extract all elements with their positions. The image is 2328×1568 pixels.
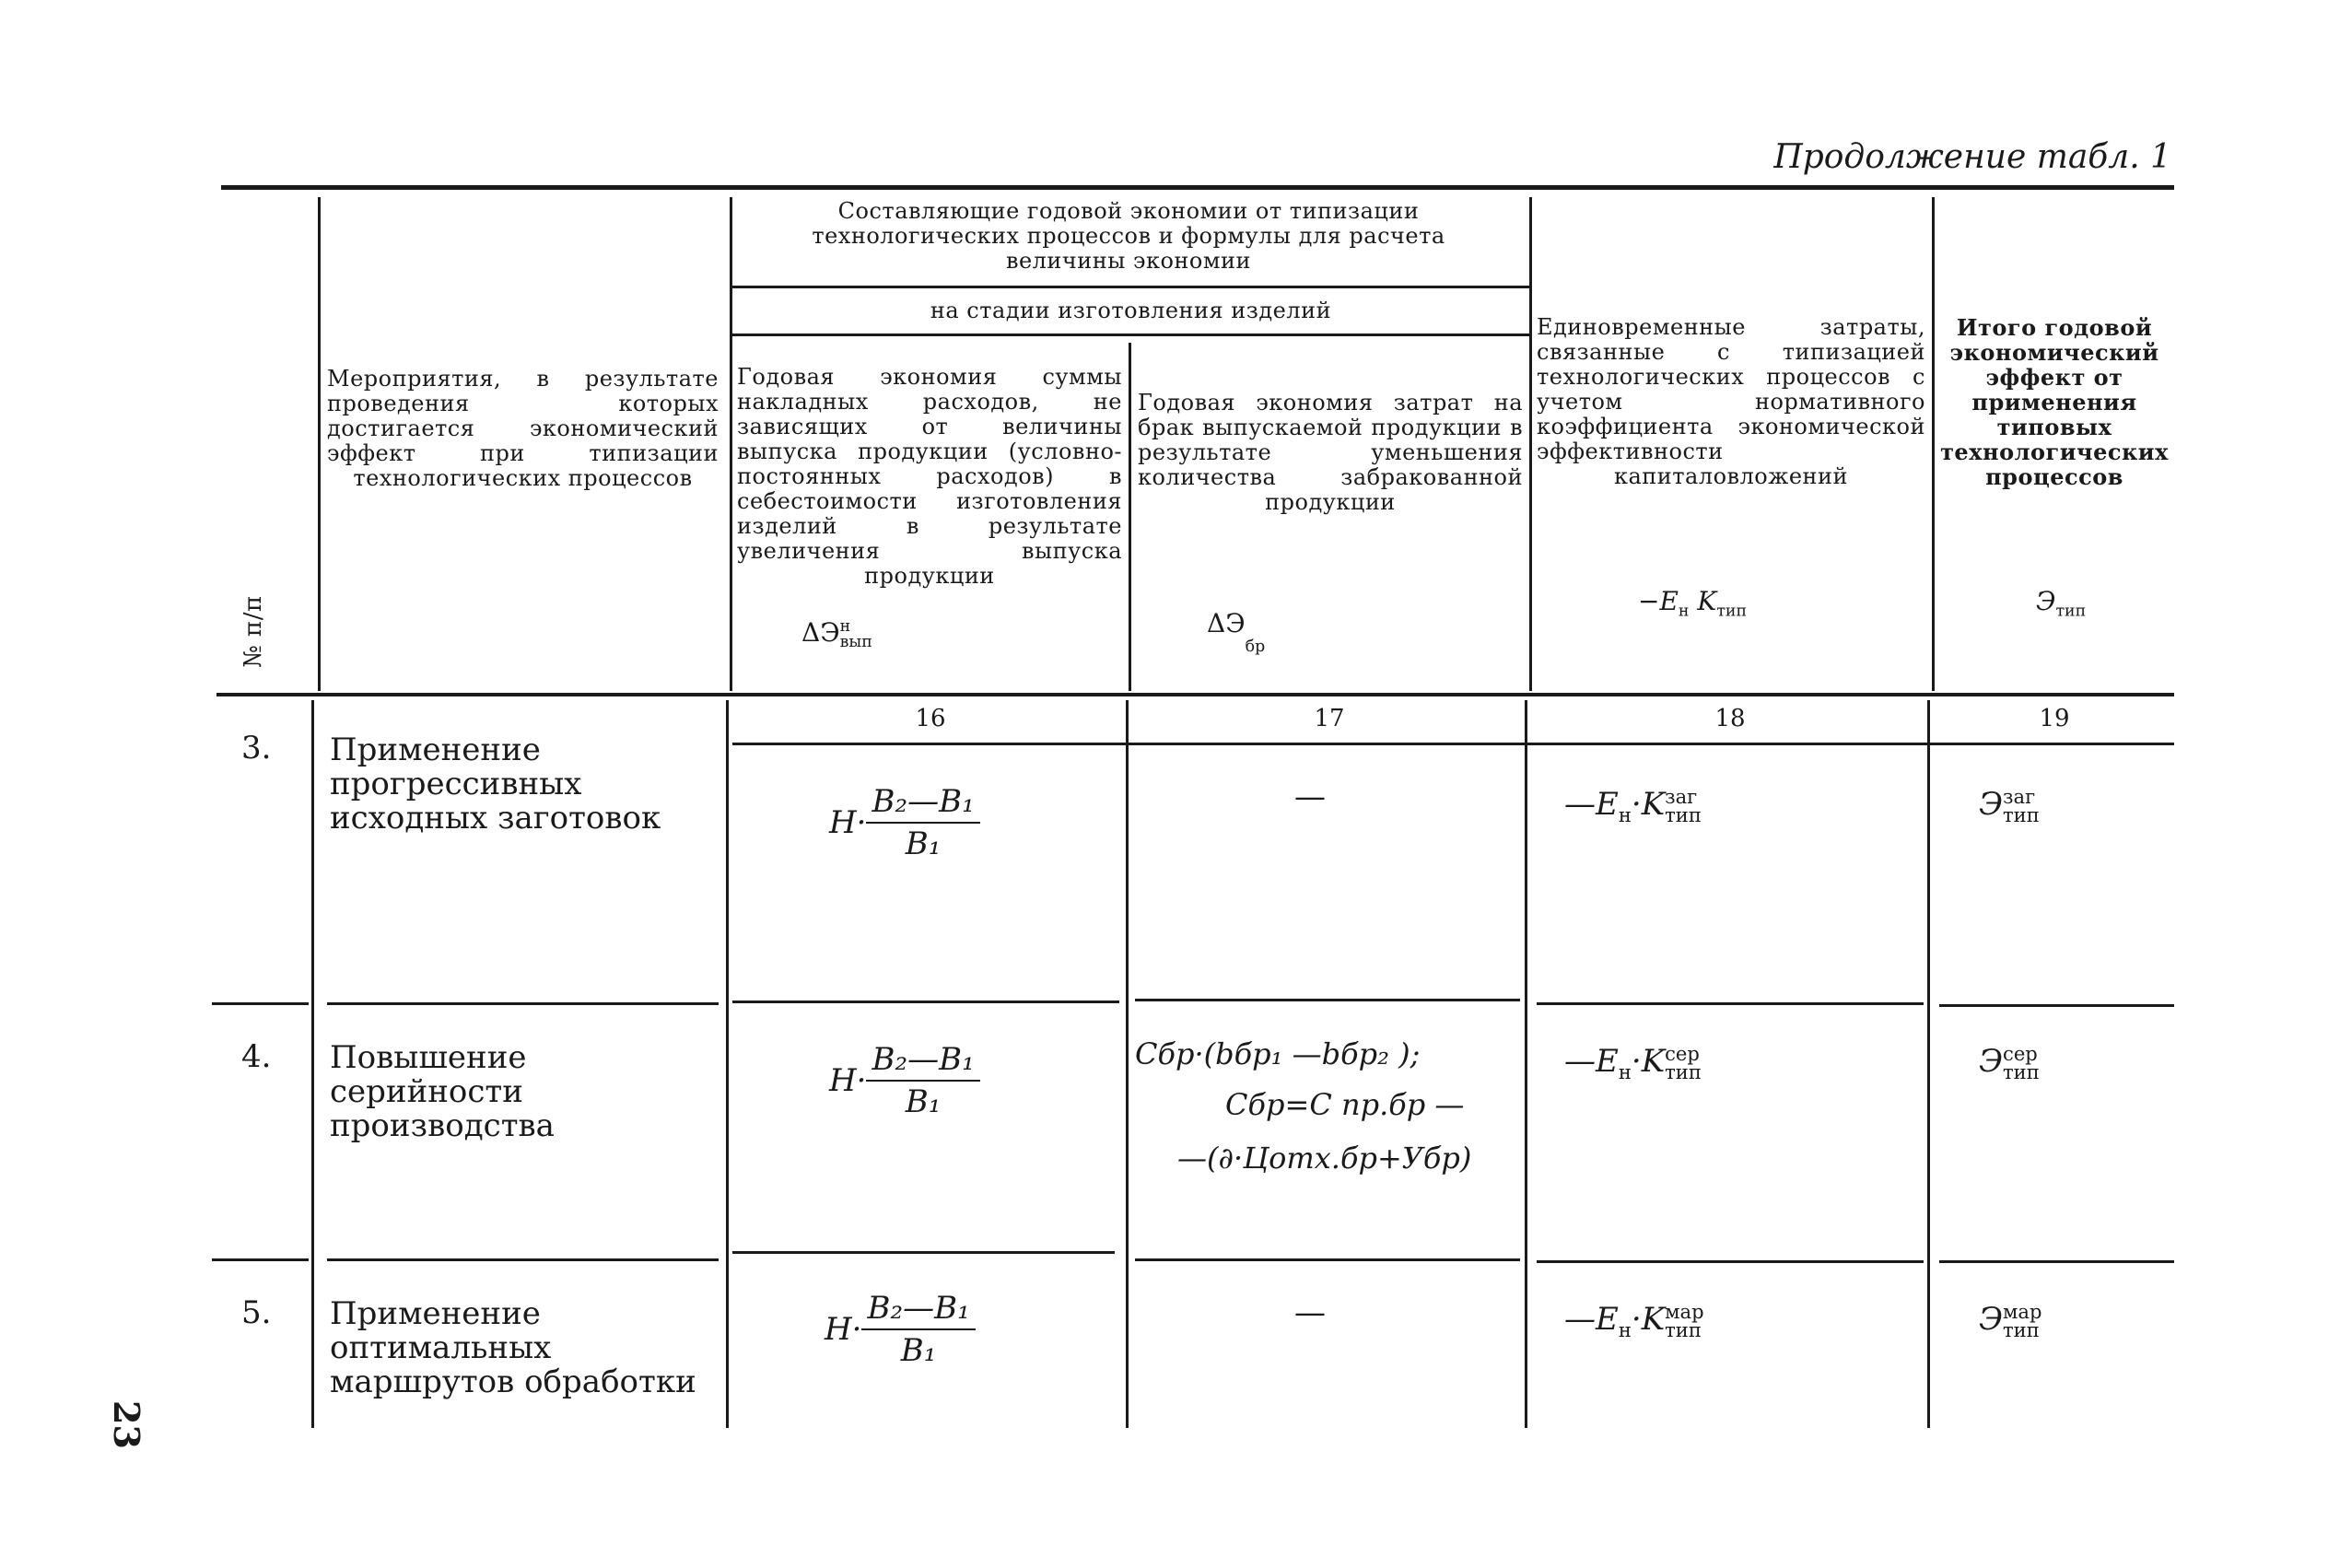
- header-bottom-rule: [216, 693, 2174, 696]
- row-col16-formula: H· $\frac{\text{B₂—B₁}}{\text{B₁}}$: [825, 1290, 976, 1369]
- column-rule: [1529, 197, 1532, 691]
- row-col19-formula: Э мар тип: [1979, 1299, 2042, 1341]
- row-separator: [1135, 1258, 1520, 1261]
- column-rule: [1129, 343, 1131, 691]
- row-separator: [212, 1258, 309, 1261]
- col-numbers-rule: [732, 743, 2174, 745]
- stage-title-header: на стадии изготовления изделий: [930, 298, 1332, 323]
- row-col17-line-1: Cбр·(bбр₁ —bбр₂ );: [1135, 1036, 1421, 1071]
- row-col16-formula: H· $\frac{\text{B₂—B₁}}{\text{B₁}}$: [829, 783, 980, 862]
- column-rule: [1932, 197, 1935, 691]
- row-col16-formula: H· $\frac{\text{B₂—B₁}}{\text{B₁}}$: [829, 1041, 980, 1120]
- column-rule: [311, 700, 314, 1428]
- row-separator: [1939, 1260, 2174, 1263]
- table-top-rule: [221, 185, 2174, 190]
- column-rule: [1525, 700, 1527, 1428]
- column-rule: [318, 197, 321, 691]
- page-number: 23: [106, 1400, 147, 1449]
- col19-symbol: $Э_{тип}$: [2036, 586, 2087, 621]
- col-number-19: 19: [2039, 705, 2070, 732]
- col17-header: Годовая экономия затрат на брак выпускаемой продукции в результате уменьшения количества забракованной продукции: [1138, 390, 1523, 515]
- row-measure-text: Применение оптимальных маршрутов обработки: [330, 1295, 696, 1400]
- row-number: 4.: [241, 1038, 272, 1075]
- row-col17-line-2: Cбр=C пр.бр —: [1225, 1087, 1465, 1122]
- row-separator: [732, 1000, 1119, 1003]
- row-measure-text: Повышение серийности производства: [330, 1039, 555, 1144]
- row-measure-text: Применение прогрессивных исходных заготовок: [330, 731, 661, 837]
- row-col19-formula: Э сер тип: [1979, 1041, 2040, 1083]
- col17-symbol: $\Delta Э_{бр}$: [1207, 608, 1266, 656]
- row-separator: [1939, 1004, 2174, 1007]
- column-rule: [1126, 700, 1129, 1428]
- col18-header: Единовременные затраты, связанные с типизацией технологических процессов с учетом нормативного коэффициента экономической эффективности капиталовложений: [1537, 314, 1925, 489]
- col-number-18: 18: [1714, 705, 1746, 732]
- col19-header: Итого годовой экономический эффект от применения типовых технологических процессов: [1940, 314, 2169, 490]
- row-separator: [732, 1251, 1115, 1254]
- row-number: 3.: [241, 730, 272, 766]
- group-title-rule: [732, 286, 1529, 288]
- row-col18-formula: $—E_н\cdot K$ заг тип: [1564, 784, 1702, 826]
- col-number-16: 16: [915, 705, 946, 732]
- col-measures-header: Мероприятия, в результате проведения которых достигается экономический эффект при типизации технологических процессов: [327, 366, 719, 491]
- row-col17-formula: —: [1294, 1294, 1326, 1331]
- row-col18-formula: $—E_н\cdot K$ мар тип: [1564, 1299, 1704, 1341]
- row-separator: [212, 1002, 309, 1005]
- group-title-header: Составляющие годовой экономии от типизации технологических процессов и формулы для расчета величины экономии: [812, 198, 1445, 274]
- column-rule: [1927, 700, 1930, 1428]
- row-separator: [327, 1258, 719, 1261]
- row-col17-line-3: —(∂·Цотх.бр+Убр): [1177, 1141, 1472, 1176]
- col16-symbol: ΔЭ н вып: [801, 617, 872, 651]
- column-rule: [730, 197, 732, 691]
- row-separator: [327, 1002, 719, 1005]
- row-number: 5.: [241, 1294, 272, 1331]
- row-col18-formula: $—E_н\cdot K$ сер тип: [1564, 1041, 1702, 1083]
- row-separator: [1135, 999, 1520, 1001]
- stage-title-rule: [732, 333, 1529, 336]
- row-col17-formula: —: [1294, 778, 1326, 815]
- col-number-17: 17: [1314, 705, 1345, 732]
- column-rule: [726, 700, 729, 1428]
- row-separator: [1537, 1260, 1924, 1263]
- col18-symbol: $-E_н$ $K_{тип}$: [1638, 586, 1748, 621]
- row-col19-formula: Э заг тип: [1979, 784, 2040, 826]
- continuation-caption: Продолжение табл. 1: [1773, 138, 2171, 176]
- col16-header: Годовая экономия суммы накладных расходов, не зависящих от величины выпуска продукции (условно-постоянных расходов) в себестоимости изготовления изделий в результате увеличения выпуска продукции: [737, 364, 1122, 589]
- row-separator: [1537, 1002, 1924, 1005]
- col-num-header: № п/п: [240, 595, 267, 668]
